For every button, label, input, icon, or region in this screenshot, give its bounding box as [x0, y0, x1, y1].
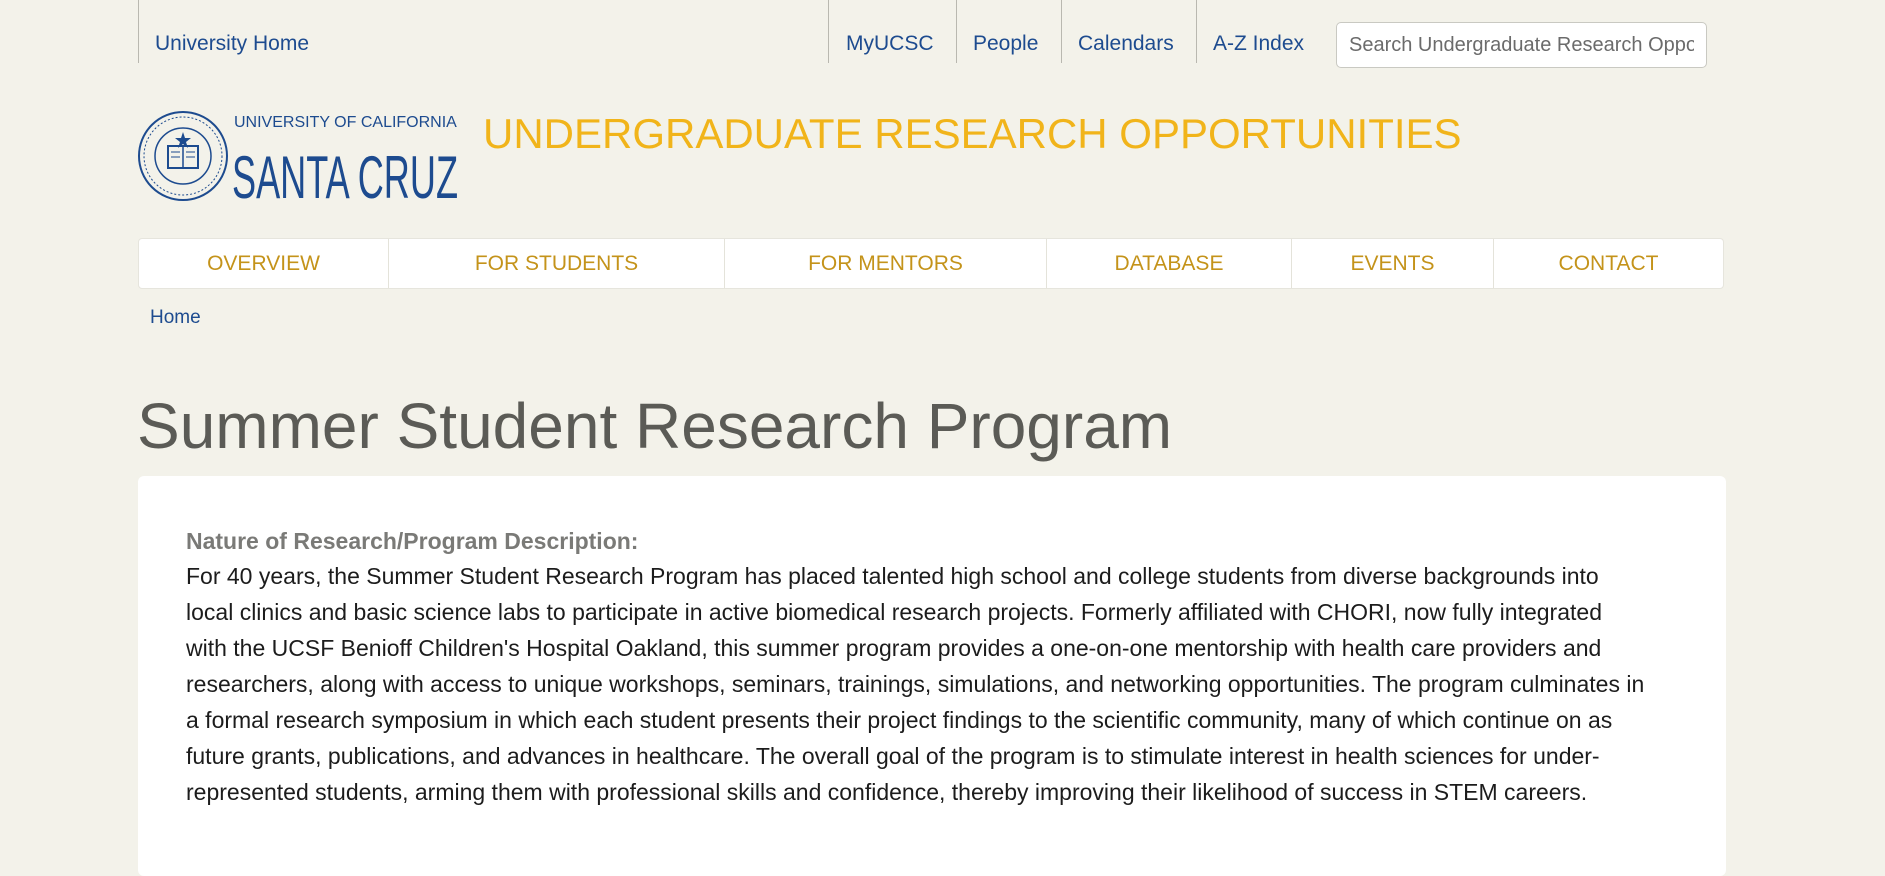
nav-events[interactable]: EVENTS — [1292, 239, 1494, 288]
search-input[interactable] — [1336, 22, 1707, 68]
breadcrumb-home-link[interactable]: Home — [150, 307, 201, 328]
ucsc-logo[interactable] — [138, 110, 460, 211]
site-title[interactable]: UNDERGRADUATE RESEARCH OPPORTUNITIES — [483, 110, 1462, 157]
logo-line2: SANTA CRUZ — [232, 144, 458, 211]
divider — [1196, 0, 1197, 63]
university-home-link[interactable]: University Home — [155, 32, 310, 55]
breadcrumb — [150, 307, 201, 329]
main-nav — [138, 238, 1724, 289]
az-index-link[interactable]: A-Z Index — [1213, 32, 1305, 55]
people-link[interactable]: People — [973, 32, 1039, 55]
myucsc-link[interactable]: MyUCSC — [846, 32, 934, 55]
nav-overview[interactable]: OVERVIEW — [139, 239, 389, 288]
utility-bar — [0, 0, 1885, 65]
divider — [1061, 0, 1062, 63]
page-title: Summer Student Research Program — [137, 390, 1173, 462]
nav-for-mentors[interactable]: FOR MENTORS — [725, 239, 1047, 288]
divider — [956, 0, 957, 63]
content-card — [138, 476, 1726, 876]
calendars-link[interactable]: Calendars — [1078, 32, 1174, 55]
program-description: For 40 years, the Summer Student Research Program has placed talented high school and college students from diverse backgrounds into local clinics and basic science labs to participate in active biomedical research projects. Formerly affiliated with CHORI, now fully integrated with the UCSF Benioff Children's Hospital Oakland, this summer program provides a one-on-one mentorship with health care providers and researchers, along with access to unique workshops, seminars, trainings, simulations, and networking opportunities. The program culminates in a formal research symposium in which each student presents their project findings to the scientific community, many of which continue on as future grants, publications, and advances in healthcare. The overall goal of the program is to stimulate interest in health sciences for under-represented students, arming them with professional skills and confidence, thereby improving their likelihood of success in STEM careers. — [186, 563, 1645, 805]
divider — [138, 0, 139, 63]
nav-database[interactable]: DATABASE — [1047, 239, 1292, 288]
ucsc-seal-icon — [138, 110, 460, 211]
nav-for-students[interactable]: FOR STUDENTS — [389, 239, 725, 288]
nav-contact[interactable]: CONTACT — [1558, 251, 1659, 275]
logo-line1: UNIVERSITY OF CALIFORNIA — [234, 114, 457, 131]
divider — [828, 0, 829, 63]
section-label: Nature of Research/Program Description: — [186, 528, 639, 554]
